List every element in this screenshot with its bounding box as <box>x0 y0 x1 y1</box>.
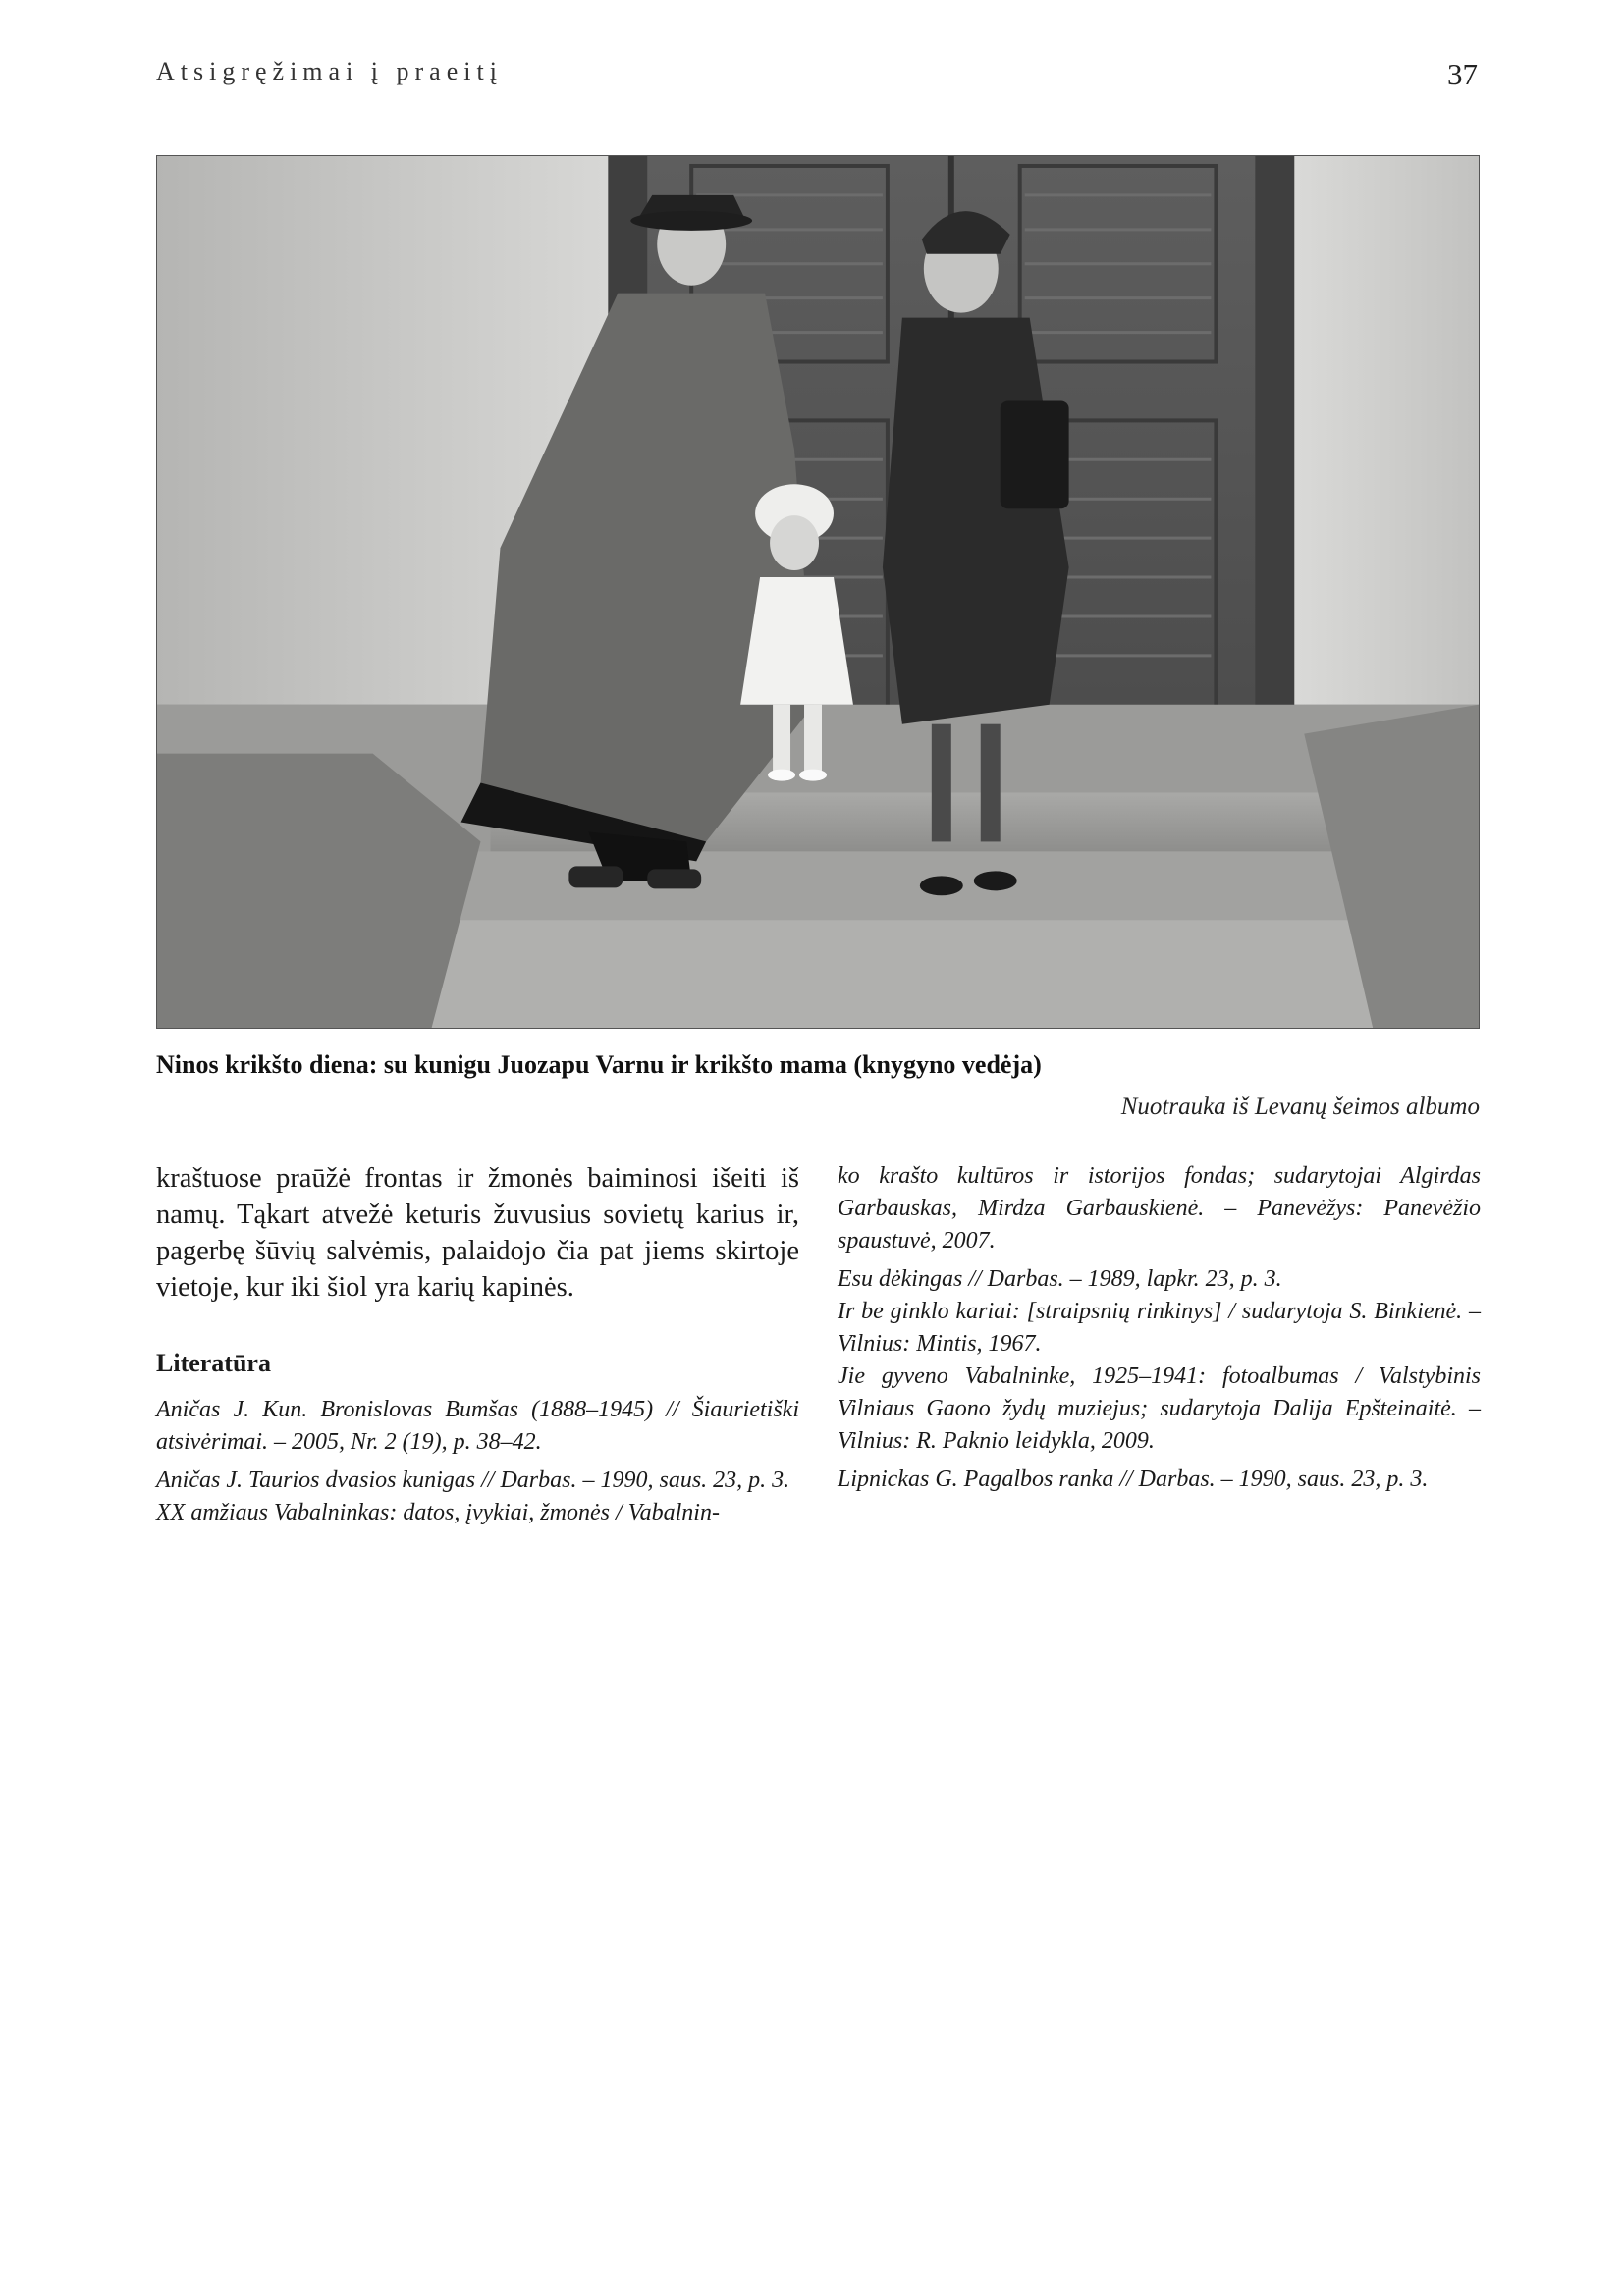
body-paragraph: kraštuose praūžė frontas ir žmonės baiminosi išeiti iš namų. Tąkart atvežė keturis žuvusius sovietų karius ir, pagerbę šūvių salvėmis, palaidojo čia pat jiems skirtoje vietoje, kur iki šiol yra karių kapinės. <box>156 1163 799 1303</box>
reference-item: Jie gyveno Vabalninke, 1925–1941: fotoalbumas / Valstybinis Vilniaus Gaono žydų muziejus; sudarytoja Dalija Epšteinaitė. – Vilnius: R. Paknio leidykla, 2009. <box>838 1363 1481 1454</box>
reference-item: Ir be ginklo kariai: [straipsnių rinkinys] / sudarytoja S. Binkienė. – Vilnius: Mintis, 1967. <box>838 1299 1481 1357</box>
reference-item: Lipnickas G. Pagalbos ranka // Darbas. – 1990, saus. 23, p. 3. <box>838 1467 1429 1492</box>
reference-item: Esu dėkingas // Darbas. – 1989, lapkr. 23, p. 3. <box>838 1266 1282 1292</box>
page-number: 37 <box>1447 57 1478 91</box>
step-lower <box>432 920 1432 1028</box>
reference-item: Aničas J. Taurios dvasios kunigas // Darbas. – 1990, saus. 23, p. 3. <box>156 1468 790 1493</box>
reference-item: Aničas J. Kun. Bronislovas Bumšas (1888–1945) // Šiaurietiški atsivėrimai. – 2005, Nr. 2 (19), p. 38–42. <box>156 1397 799 1455</box>
wall-right <box>1274 156 1479 705</box>
reference-item: XX amžiaus Vabalninkas: datos, įvykiai, žmonės / Vabalnin- <box>156 1500 720 1525</box>
figure-caption: Ninos krikšto diena: su kunigu Juozapu Varnu ir krikšto mama (knygyno vedėja) <box>156 1050 1042 1079</box>
left-column <box>156 1160 799 1535</box>
photograph <box>156 155 1480 1029</box>
reference-item: ko krašto kultūros ir istorijos fondas; sudarytojai Algirdas Garbauskas, Mirdza Garbauskienė. – Panevėžys: Panevėžio spaustuvė, 2007. <box>838 1163 1481 1254</box>
photo-credit: Nuotrauka iš Levanų šeimos albumo <box>1120 1094 1480 1120</box>
running-title: Atsigręžimai į praeitį <box>156 57 503 85</box>
literature-heading: Literatūra <box>156 1349 271 1377</box>
right-column <box>838 1160 1481 1502</box>
photo-illustration <box>157 156 1479 1028</box>
